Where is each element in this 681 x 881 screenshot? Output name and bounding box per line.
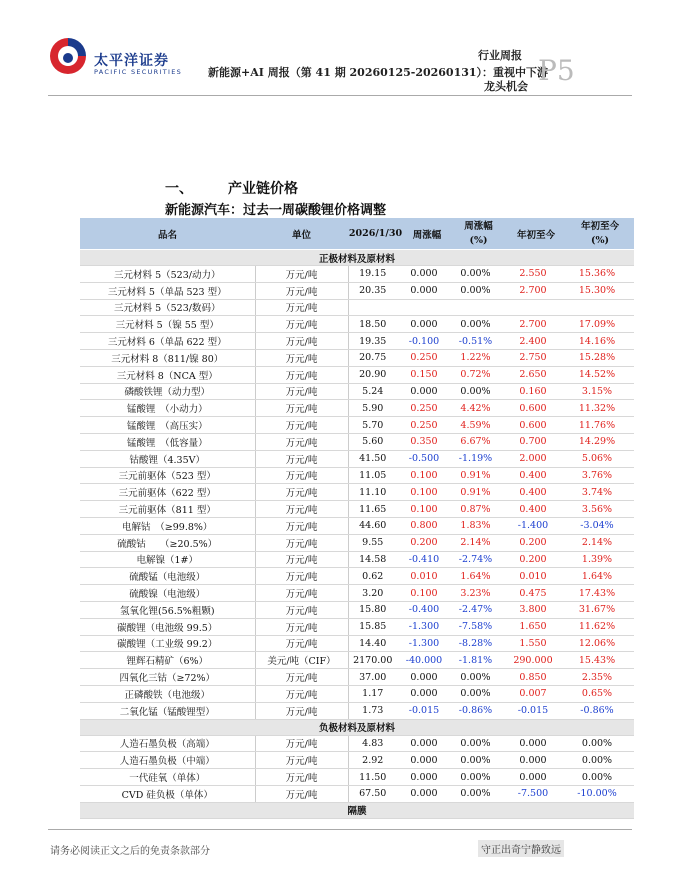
table-row — [80, 349, 634, 366]
table-row — [80, 785, 634, 802]
cell-weekly-pct: 0.00% — [451, 266, 506, 283]
cell-unit: 万元/吨 — [255, 266, 348, 283]
cell-name: 正磷酸铁（电池级） — [80, 685, 255, 702]
cell-weekly-change: 0.000 — [403, 769, 451, 786]
cell-unit: 万元/吨 — [255, 299, 348, 316]
cell-unit: 万元/吨 — [255, 568, 348, 585]
cell-price: 11.10 — [348, 484, 403, 501]
table-row — [80, 585, 634, 602]
table-row — [80, 769, 634, 786]
cell-ytd-pct: 12.06% — [566, 635, 634, 652]
table-row — [80, 517, 634, 534]
cell-weekly-change: 0.100 — [403, 484, 451, 501]
table-group-row — [80, 250, 634, 266]
table-row — [80, 366, 634, 383]
table-group-row — [80, 802, 634, 818]
table-row — [80, 417, 634, 434]
cell-weekly-change: 0.100 — [403, 501, 451, 518]
cell-unit: 万元/吨 — [255, 282, 348, 299]
cell-unit: 万元/吨 — [255, 752, 348, 769]
cell-weekly-pct: 1.22% — [451, 349, 506, 366]
table-row — [80, 333, 634, 350]
table-row — [80, 568, 634, 585]
cell-ytd-pct: -0.86% — [566, 702, 634, 719]
cell-ytd-change: 2.750 — [506, 349, 566, 366]
table-row — [80, 735, 634, 752]
table-row — [80, 299, 634, 316]
cell-unit: 万元/吨 — [255, 501, 348, 518]
cell-price: 11.65 — [348, 501, 403, 518]
table-row — [80, 635, 634, 652]
cell-name: 碳酸锂（工业级 99.2） — [80, 635, 255, 652]
table-row — [80, 467, 634, 484]
cell-price — [348, 299, 403, 316]
cell-unit: 万元/吨 — [255, 685, 348, 702]
cell-ytd-change: -0.015 — [506, 702, 566, 719]
cell-unit: 万元/吨 — [255, 349, 348, 366]
cell-name: 四氧化三钴（≥72%） — [80, 669, 255, 686]
cell-ytd-pct: 15.30% — [566, 282, 634, 299]
cell-weekly-change: -40.000 — [403, 652, 451, 669]
cell-weekly-change: 0.000 — [403, 785, 451, 802]
cell-ytd-pct — [566, 299, 634, 316]
table-row — [80, 669, 634, 686]
table-row — [80, 501, 634, 518]
company-logo-icon — [48, 36, 88, 76]
cell-price: 14.58 — [348, 551, 403, 568]
cell-ytd-change: 2.000 — [506, 450, 566, 467]
col-header-name: 品名 — [80, 218, 255, 250]
cell-weekly-change: 0.150 — [403, 366, 451, 383]
cell-ytd-pct: 15.43% — [566, 652, 634, 669]
cell-ytd-change: 0.200 — [506, 534, 566, 551]
cell-price: 15.85 — [348, 618, 403, 635]
cell-ytd-change: 2.550 — [506, 266, 566, 283]
cell-price: 37.00 — [348, 669, 403, 686]
cell-price: 4.83 — [348, 735, 403, 752]
table-row — [80, 433, 634, 450]
cell-weekly-pct: -1.19% — [451, 450, 506, 467]
cell-ytd-pct: 0.65% — [566, 685, 634, 702]
cell-ytd-change: 2.650 — [506, 366, 566, 383]
cell-weekly-change: -1.300 — [403, 635, 451, 652]
cell-ytd-pct: 1.64% — [566, 568, 634, 585]
cell-ytd-pct: 0.00% — [566, 735, 634, 752]
cell-ytd-change: 0.200 — [506, 551, 566, 568]
cell-name: 三元材料 5（523/动力） — [80, 266, 255, 283]
cell-price: 5.24 — [348, 383, 403, 400]
cell-weekly-change: 0.250 — [403, 400, 451, 417]
cell-weekly-pct: -0.86% — [451, 702, 506, 719]
cell-name: 三元材料 5（单晶 523 型） — [80, 282, 255, 299]
table-row — [80, 316, 634, 333]
cell-ytd-pct: 15.36% — [566, 266, 634, 283]
report-category: 行业周报 — [478, 49, 522, 62]
table-row — [80, 534, 634, 551]
cell-name: 三元前驱体（622 型） — [80, 484, 255, 501]
cell-price: 1.73 — [348, 702, 403, 719]
cell-name: 氢氧化锂(56.5%粗颗) — [80, 601, 255, 618]
cell-weekly-change: 0.200 — [403, 534, 451, 551]
cell-ytd-change: 290.000 — [506, 652, 566, 669]
cell-ytd-pct: 2.14% — [566, 534, 634, 551]
cell-price: 3.20 — [348, 585, 403, 602]
cell-name: 三元材料 8（811/镍 80） — [80, 349, 255, 366]
cell-price: 1.17 — [348, 685, 403, 702]
cell-ytd-pct: 3.56% — [566, 501, 634, 518]
cell-price: 0.62 — [348, 568, 403, 585]
cell-unit: 万元/吨 — [255, 383, 348, 400]
cell-price: 19.35 — [348, 333, 403, 350]
cell-ytd-change: 0.400 — [506, 501, 566, 518]
table-header-row — [80, 218, 634, 250]
col-header-weekly-change: 周涨幅 — [403, 218, 451, 250]
cell-ytd-change: 0.400 — [506, 467, 566, 484]
cell-ytd-change: 0.000 — [506, 752, 566, 769]
section-title: 产业链价格 — [228, 181, 298, 197]
cell-price: 11.05 — [348, 467, 403, 484]
cell-weekly-change: 0.000 — [403, 316, 451, 333]
cell-ytd-change: 2.400 — [506, 333, 566, 350]
report-title-continued: 龙头机会 — [484, 80, 528, 93]
cell-price: 11.50 — [348, 769, 403, 786]
report-title: 新能源+AI 周报（第 41 期 20260125-20260131）：重视中下游 — [208, 66, 549, 79]
cell-ytd-change: 0.000 — [506, 735, 566, 752]
cell-ytd-pct: -10.00% — [566, 785, 634, 802]
cell-price: 20.75 — [348, 349, 403, 366]
cell-weekly-pct: -7.58% — [451, 618, 506, 635]
table-row — [80, 484, 634, 501]
section-number: 一、 — [165, 181, 193, 197]
cell-name: 电解镍（1#） — [80, 551, 255, 568]
cell-weekly-pct: 0.00% — [451, 685, 506, 702]
cell-unit: 万元/吨 — [255, 333, 348, 350]
cell-name: 锰酸锂 （小动力） — [80, 400, 255, 417]
cell-unit: 万元/吨 — [255, 366, 348, 383]
cell-name: 硫酸钴 （≥20.5%） — [80, 534, 255, 551]
cell-name: 电解钴 （≥99.8%） — [80, 517, 255, 534]
cell-price: 18.50 — [348, 316, 403, 333]
col-header-weekly-pct: 周涨幅 (%) — [451, 218, 506, 250]
cell-unit: 万元/吨 — [255, 601, 348, 618]
cell-weekly-change: 0.800 — [403, 517, 451, 534]
cell-ytd-pct: -3.04% — [566, 517, 634, 534]
cell-ytd-change: 2.700 — [506, 282, 566, 299]
cell-ytd-change: 2.700 — [506, 316, 566, 333]
col-header-ytd-change: 年初至今 — [506, 218, 566, 250]
cell-unit: 万元/吨 — [255, 316, 348, 333]
cell-unit: 万元/吨 — [255, 551, 348, 568]
cell-ytd-change: -7.500 — [506, 785, 566, 802]
footer-slogan: 守正出奇宁静致远 — [478, 840, 564, 857]
cell-weekly-pct: 6.67% — [451, 433, 506, 450]
cell-name: 碳酸锂（电池级 99.5） — [80, 618, 255, 635]
cell-weekly-pct — [451, 299, 506, 316]
cell-weekly-change: -0.015 — [403, 702, 451, 719]
cell-weekly-change: -0.410 — [403, 551, 451, 568]
cell-ytd-change — [506, 299, 566, 316]
cell-ytd-pct: 11.62% — [566, 618, 634, 635]
group-label: 隔膜 — [80, 802, 634, 818]
cell-name: 三元材料 8（NCA 型） — [80, 366, 255, 383]
cell-price: 20.90 — [348, 366, 403, 383]
col-header-ytd-pct: 年初至今 (%) — [566, 218, 634, 250]
cell-weekly-pct: 0.87% — [451, 501, 506, 518]
cell-weekly-change: 0.000 — [403, 383, 451, 400]
cell-weekly-pct: -1.81% — [451, 652, 506, 669]
cell-weekly-change: -0.500 — [403, 450, 451, 467]
cell-price: 67.50 — [348, 785, 403, 802]
cell-ytd-pct: 14.29% — [566, 433, 634, 450]
cell-price: 19.15 — [348, 266, 403, 283]
company-name-en: PACIFIC SECURITIES — [94, 68, 183, 76]
footer-divider — [48, 829, 632, 830]
cell-ytd-pct: 14.16% — [566, 333, 634, 350]
cell-unit: 万元/吨 — [255, 417, 348, 434]
cell-weekly-pct: 4.42% — [451, 400, 506, 417]
cell-weekly-pct: 0.91% — [451, 467, 506, 484]
cell-weekly-pct: 0.00% — [451, 785, 506, 802]
cell-ytd-change: 0.600 — [506, 400, 566, 417]
cell-ytd-change: 0.007 — [506, 685, 566, 702]
cell-name: 锰酸锂 （高压实） — [80, 417, 255, 434]
cell-unit: 万元/吨 — [255, 433, 348, 450]
cell-price: 2.92 — [348, 752, 403, 769]
cell-ytd-pct: 17.43% — [566, 585, 634, 602]
cell-ytd-pct: 14.52% — [566, 366, 634, 383]
group-label: 正极材料及原材料 — [80, 250, 634, 266]
cell-weekly-change: 0.000 — [403, 752, 451, 769]
page-number: P5 — [538, 54, 575, 87]
cell-unit: 万元/吨 — [255, 735, 348, 752]
cell-name: 三元材料 5（523/数码） — [80, 299, 255, 316]
cell-weekly-change: 0.010 — [403, 568, 451, 585]
cell-weekly-change: 0.000 — [403, 266, 451, 283]
cell-weekly-change: 0.250 — [403, 349, 451, 366]
cell-price: 5.60 — [348, 433, 403, 450]
cell-ytd-pct: 0.00% — [566, 769, 634, 786]
cell-unit: 万元/吨 — [255, 484, 348, 501]
cell-price: 41.50 — [348, 450, 403, 467]
cell-ytd-pct: 0.00% — [566, 752, 634, 769]
header-divider — [48, 95, 632, 96]
cell-name: 锂辉石精矿（6%） — [80, 652, 255, 669]
cell-name: 硫酸锰（电池级） — [80, 568, 255, 585]
cell-unit: 万元/吨 — [255, 669, 348, 686]
cell-ytd-change: -1.400 — [506, 517, 566, 534]
cell-weekly-change: 0.250 — [403, 417, 451, 434]
company-name: 太平洋证券 — [94, 53, 169, 69]
cell-weekly-pct: 4.59% — [451, 417, 506, 434]
cell-unit: 万元/吨 — [255, 769, 348, 786]
cell-weekly-change: 0.100 — [403, 585, 451, 602]
cell-ytd-change: 0.475 — [506, 585, 566, 602]
cell-weekly-change: 0.000 — [403, 282, 451, 299]
table-row — [80, 282, 634, 299]
cell-unit: 万元/吨 — [255, 400, 348, 417]
cell-ytd-change: 0.160 — [506, 383, 566, 400]
table-group-row — [80, 719, 634, 735]
cell-price: 5.90 — [348, 400, 403, 417]
cell-name: 三元材料 6（单晶 622 型） — [80, 333, 255, 350]
cell-name: 人造石墨负极（高端） — [80, 735, 255, 752]
table-row — [80, 685, 634, 702]
cell-name: 人造石墨负极（中端） — [80, 752, 255, 769]
cell-name: 硫酸镍（电池级） — [80, 585, 255, 602]
cell-weekly-pct: 0.00% — [451, 383, 506, 400]
cell-name: 三元前驱体（523 型） — [80, 467, 255, 484]
cell-weekly-change — [403, 299, 451, 316]
cell-unit: 美元/吨（CIF） — [255, 652, 348, 669]
cell-ytd-pct: 17.09% — [566, 316, 634, 333]
table-row — [80, 383, 634, 400]
cell-weekly-pct: -2.74% — [451, 551, 506, 568]
table-row — [80, 266, 634, 283]
cell-weekly-pct: -0.51% — [451, 333, 506, 350]
cell-weekly-pct: 0.00% — [451, 769, 506, 786]
cell-weekly-change: -1.300 — [403, 618, 451, 635]
cell-ytd-pct: 3.74% — [566, 484, 634, 501]
cell-weekly-change: 0.000 — [403, 735, 451, 752]
cell-ytd-pct: 3.76% — [566, 467, 634, 484]
cell-weekly-pct: 2.14% — [451, 534, 506, 551]
col-header-unit: 单位 — [255, 218, 348, 250]
cell-price: 20.35 — [348, 282, 403, 299]
cell-weekly-pct: 0.91% — [451, 484, 506, 501]
cell-weekly-pct: -8.28% — [451, 635, 506, 652]
cell-weekly-pct: 0.72% — [451, 366, 506, 383]
table-row — [80, 551, 634, 568]
cell-ytd-change: 1.650 — [506, 618, 566, 635]
cell-weekly-change: 0.100 — [403, 467, 451, 484]
cell-weekly-pct: 3.23% — [451, 585, 506, 602]
cell-weekly-pct: 1.64% — [451, 568, 506, 585]
cell-weekly-pct: 0.00% — [451, 669, 506, 686]
cell-name: 锰酸锂 （低容量） — [80, 433, 255, 450]
cell-unit: 万元/吨 — [255, 450, 348, 467]
cell-price: 15.80 — [348, 601, 403, 618]
cell-ytd-change: 0.010 — [506, 568, 566, 585]
cell-name: 三元材料 5（镍 55 型） — [80, 316, 255, 333]
table-row — [80, 450, 634, 467]
cell-unit: 万元/吨 — [255, 785, 348, 802]
cell-name: 二氧化锰（锰酸锂型） — [80, 702, 255, 719]
cell-unit: 万元/吨 — [255, 618, 348, 635]
cell-ytd-change: 0.000 — [506, 769, 566, 786]
table-row — [80, 702, 634, 719]
cell-ytd-change: 0.850 — [506, 669, 566, 686]
cell-weekly-pct: 0.00% — [451, 735, 506, 752]
group-label: 负极材料及原材料 — [80, 719, 634, 735]
cell-price: 5.70 — [348, 417, 403, 434]
cell-ytd-change: 3.800 — [506, 601, 566, 618]
footer-disclaimer: 请务必阅读正文之后的免责条款部分 — [50, 846, 210, 857]
cell-price: 2170.00 — [348, 652, 403, 669]
table-row — [80, 618, 634, 635]
cell-weekly-pct: 1.83% — [451, 517, 506, 534]
cell-weekly-pct: -2.47% — [451, 601, 506, 618]
cell-price: 9.55 — [348, 534, 403, 551]
table-title: 新能源汽车：过去一周碳酸锂价格调整 — [165, 203, 387, 218]
cell-ytd-pct: 11.76% — [566, 417, 634, 434]
cell-price: 14.40 — [348, 635, 403, 652]
cell-weekly-change: -0.100 — [403, 333, 451, 350]
cell-ytd-change: 0.400 — [506, 484, 566, 501]
price-table — [80, 218, 634, 819]
cell-price: 44.60 — [348, 517, 403, 534]
cell-name: 磷酸铁锂（动力型） — [80, 383, 255, 400]
cell-weekly-pct: 0.00% — [451, 282, 506, 299]
cell-ytd-pct: 1.39% — [566, 551, 634, 568]
cell-unit: 万元/吨 — [255, 517, 348, 534]
cell-unit: 万元/吨 — [255, 585, 348, 602]
cell-ytd-change: 1.550 — [506, 635, 566, 652]
table-row — [80, 652, 634, 669]
cell-unit: 万元/吨 — [255, 534, 348, 551]
cell-unit: 万元/吨 — [255, 467, 348, 484]
table-row — [80, 400, 634, 417]
cell-weekly-pct: 0.00% — [451, 752, 506, 769]
cell-ytd-change: 0.700 — [506, 433, 566, 450]
table-row — [80, 752, 634, 769]
cell-weekly-change: 0.000 — [403, 685, 451, 702]
cell-ytd-pct: 15.28% — [566, 349, 634, 366]
cell-ytd-pct: 3.15% — [566, 383, 634, 400]
col-header-date: 2026/1/30 — [348, 218, 403, 250]
cell-weekly-change: 0.350 — [403, 433, 451, 450]
table-row — [80, 601, 634, 618]
cell-ytd-pct: 2.35% — [566, 669, 634, 686]
cell-unit: 万元/吨 — [255, 635, 348, 652]
cell-ytd-pct: 31.67% — [566, 601, 634, 618]
cell-ytd-pct: 11.32% — [566, 400, 634, 417]
cell-ytd-change: 0.600 — [506, 417, 566, 434]
cell-name: CVD 硅负极（单体） — [80, 785, 255, 802]
cell-weekly-pct: 0.00% — [451, 316, 506, 333]
cell-name: 钴酸锂（4.35V） — [80, 450, 255, 467]
cell-weekly-change: -0.400 — [403, 601, 451, 618]
cell-name: 一代硅氧（单体） — [80, 769, 255, 786]
cell-name: 三元前驱体（811 型） — [80, 501, 255, 518]
cell-weekly-change: 0.000 — [403, 669, 451, 686]
cell-ytd-pct: 5.06% — [566, 450, 634, 467]
cell-unit: 万元/吨 — [255, 702, 348, 719]
